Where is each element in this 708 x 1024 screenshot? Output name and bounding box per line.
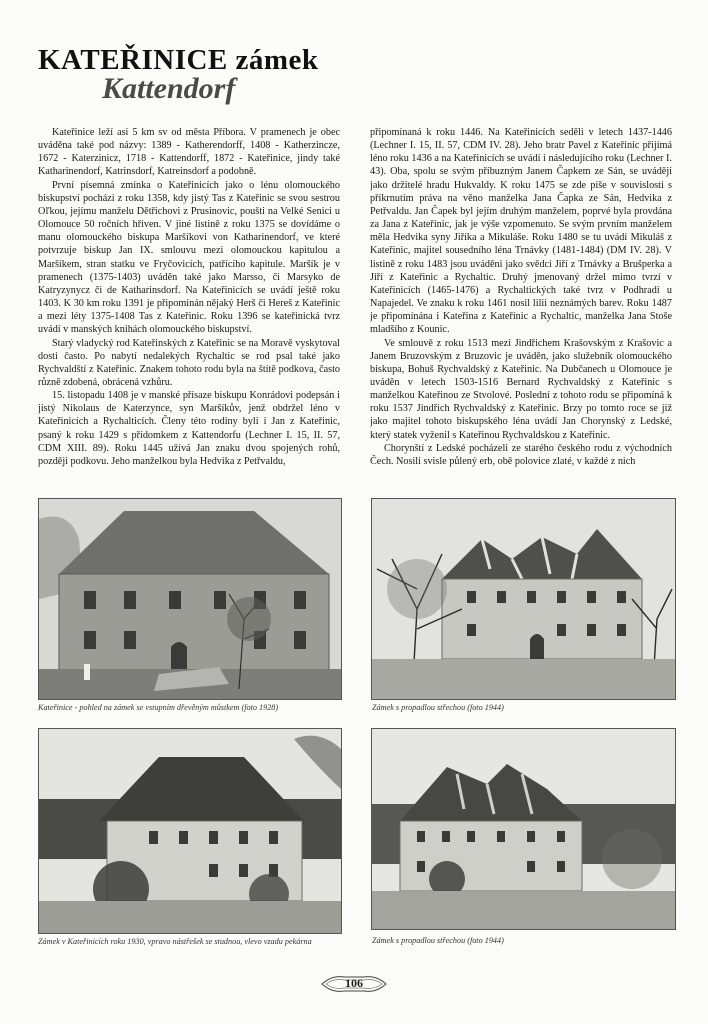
page-title: KATEŘINICE zámek [38,44,319,76]
photo-caption: Zámek v Kateřinicích roku 1930, vpravo nástřešek se studnou, vlevo vzadu pekárna [38,937,312,946]
paragraph: 15. listopadu 1408 je v manské přísaze biskupu Konrádovi podepsán i jistý Nikolaus de Katerzynce, syn Maršíkův, jenž obdržel léno v Kateřinicích a Rychalticích. Členy této rodiny byli i Jan z Kateřinic, psaný k roku 1429 s přídomkem z Kattendorfu (Lechner I. 15, II. 57, CDM XIII. 89). Roku 1445 užívá Jan znaku dvou spojených rohů, později podkovu. Jeho manželkou byla Hedvika z Petřvaldu, [38,390,340,467]
photo-castle-1928 [38,498,342,700]
photo-collapsed-roof-1944-a [371,498,676,700]
page-subtitle: Kattendorf [102,72,236,105]
text-column-left [38,126,340,490]
photo-collapsed-roof-1944-b [371,728,676,930]
paragraph: Kateřinice leží asi 5 km sv od města Příbora. V pramenech je obec uváděna také pod názvy: 1389 - Katherendorff, 1408 - Katherzincze, 1672 - Katerzinicz, 1718 - Kattendorff, 1872 - Kateřinice, jindy také Katharinendorf, Katrinsdorf, Katreinsdorf a podobně. [38,127,340,178]
photo-caption: Zámek s propadlou střechou (foto 1944) [372,703,504,712]
paragraph: Ve smlouvě z roku 1513 mezi Jindřichem Krašovským z Krašovic a Janem Bruzovským z Bruzovic je uváděn, jako služebník olomouckého biskupa, Bohuš Rychvaldský z Kateřinic. Na Dubčanech u Olomouce je uváděn v letech 1503-1516 Bernard Rychvaldský z Kateřinic s manželkou Kateřinou ze Stvolové. Poslední z tohoto rodu se připomíná k roku 1537 Jindřich Rychvaldský z Kateřinic. Brzy po tomto roce se již jako majitel tohoto biskupského léna uvádí Jan Chorynský z Ledské, který statek vyženil s Kateřinou Rychvaldskou z Kateřinic. [370,337,672,441]
paragraph: připomínaná k roku 1446. Na Kateřinicích seděli v letech 1437-1446 (Lechner I. 15, II. 57, CDM IV. 28). Jeho bratr Pavel z Kateřinic přijímá léno roku 1436 a na Kateřinicích se uvádí i následujícího roku (Lechner I. 43). Oba, spolu se svým příbuzným Janem Čapkem ze Sán, se uvádějí jako držitelé hradu Hukvaldy. K roku 1475 se zde píše v souvislosti s příkrnutím práva na věno manželka Jana Čapka ze Sán, Hedvika z Petřvaldu. Jan Čapek byl jejím druhým manželem, poprvé byla provdána za Jana z Kateřinic, jak je výše vzpomenuto. Se svým prvním manželem měla Hedvika syny Jiříka a Mikuláše. Roku 1480 se tu uvádí Mikuláš z Kateřinic, majitel sousedního léna Trnávky (1481-1484) (DM IV. 28). V listině z roku 1483 jsou uváděni jako svědci Jiří z Trnávky a Brušperka a Jiří z Kateřinic a Rychaltic. Druhý jmenovaný držel mimo tvrzí v Kateřinicích (1465-1476) a Rychaltických také tvrz v Podhradí u Napajedel. Ve znaku k roku 1461 nosil lilii neznámých barev. Roku 1487 je připomínána i Kateřina z Kateřinic a Rychaltic, manželka Jana Stoše mladšího z Kounic. [370,127,672,336]
text-column-right [370,126,672,490]
page-number: 106 [345,976,363,990]
paragraph: Starý vladycký rod Kateřinských z Kateřinic se na Moravě vyskytoval dosti často. Po nabytí nedalekých Rychaltic se rod psal také jako Rychvaldští z Kateřinic. Znakem tohoto rodu byla na štítě podkova, často různě zdobená, obrácená vzhůru. [38,337,340,388]
paragraph: Chorynští z Ledské pocházeli ze starého českého rodu z východních Čech. Nosili svisle půlený erb, obě polovice zlaté, v každé z nich [370,442,672,467]
photo-caption: Kateřinice - pohled na zámek se vstupním dřevěným můstkem (foto 1928) [38,703,279,712]
photo-castle-1930 [38,728,342,934]
photo-caption: Zámek s propadlou střechou (foto 1944) [372,936,504,945]
page-number-ornament [318,972,390,996]
paragraph: První písemná zmínka o Kateřinicích jako o lénu olomouckého biskupství pochází z roku 1358, kdy jistý Tas z Kateřinic se svou sestrou Oľkou, jejímu manželu Dětřichovi z Prusinovic, poušti na Velké Senici u Olomouce 50 ročních hřiven. V jiné listině z roku 1375 se dovídáme o manu olomouckého biskupa Maršíkovi von Katharinendorf, ve které potvrzuje biskup Jan IX. smlouvu mezi olomouckou kapitulou a Maršíkem, stran statku ve Fryčovicích, patřícího kapitule. Maršík je v pramenech (1375-1403) uváděn také jako Marsso, či Marsyko de Katryzynycz či de Katharinsdorf. Na Kateřinicích se uvádí ještě roku 1403. K 30 km roku 1391 je připomínán nějaký Herš či Hereš z Kateřinic a mezi léty 1375-1408 Tas z Kateřinic. Roku 1396 se kateřinická tvrz uvádí v manských knihách olomouckého biskupství. [38,179,340,336]
